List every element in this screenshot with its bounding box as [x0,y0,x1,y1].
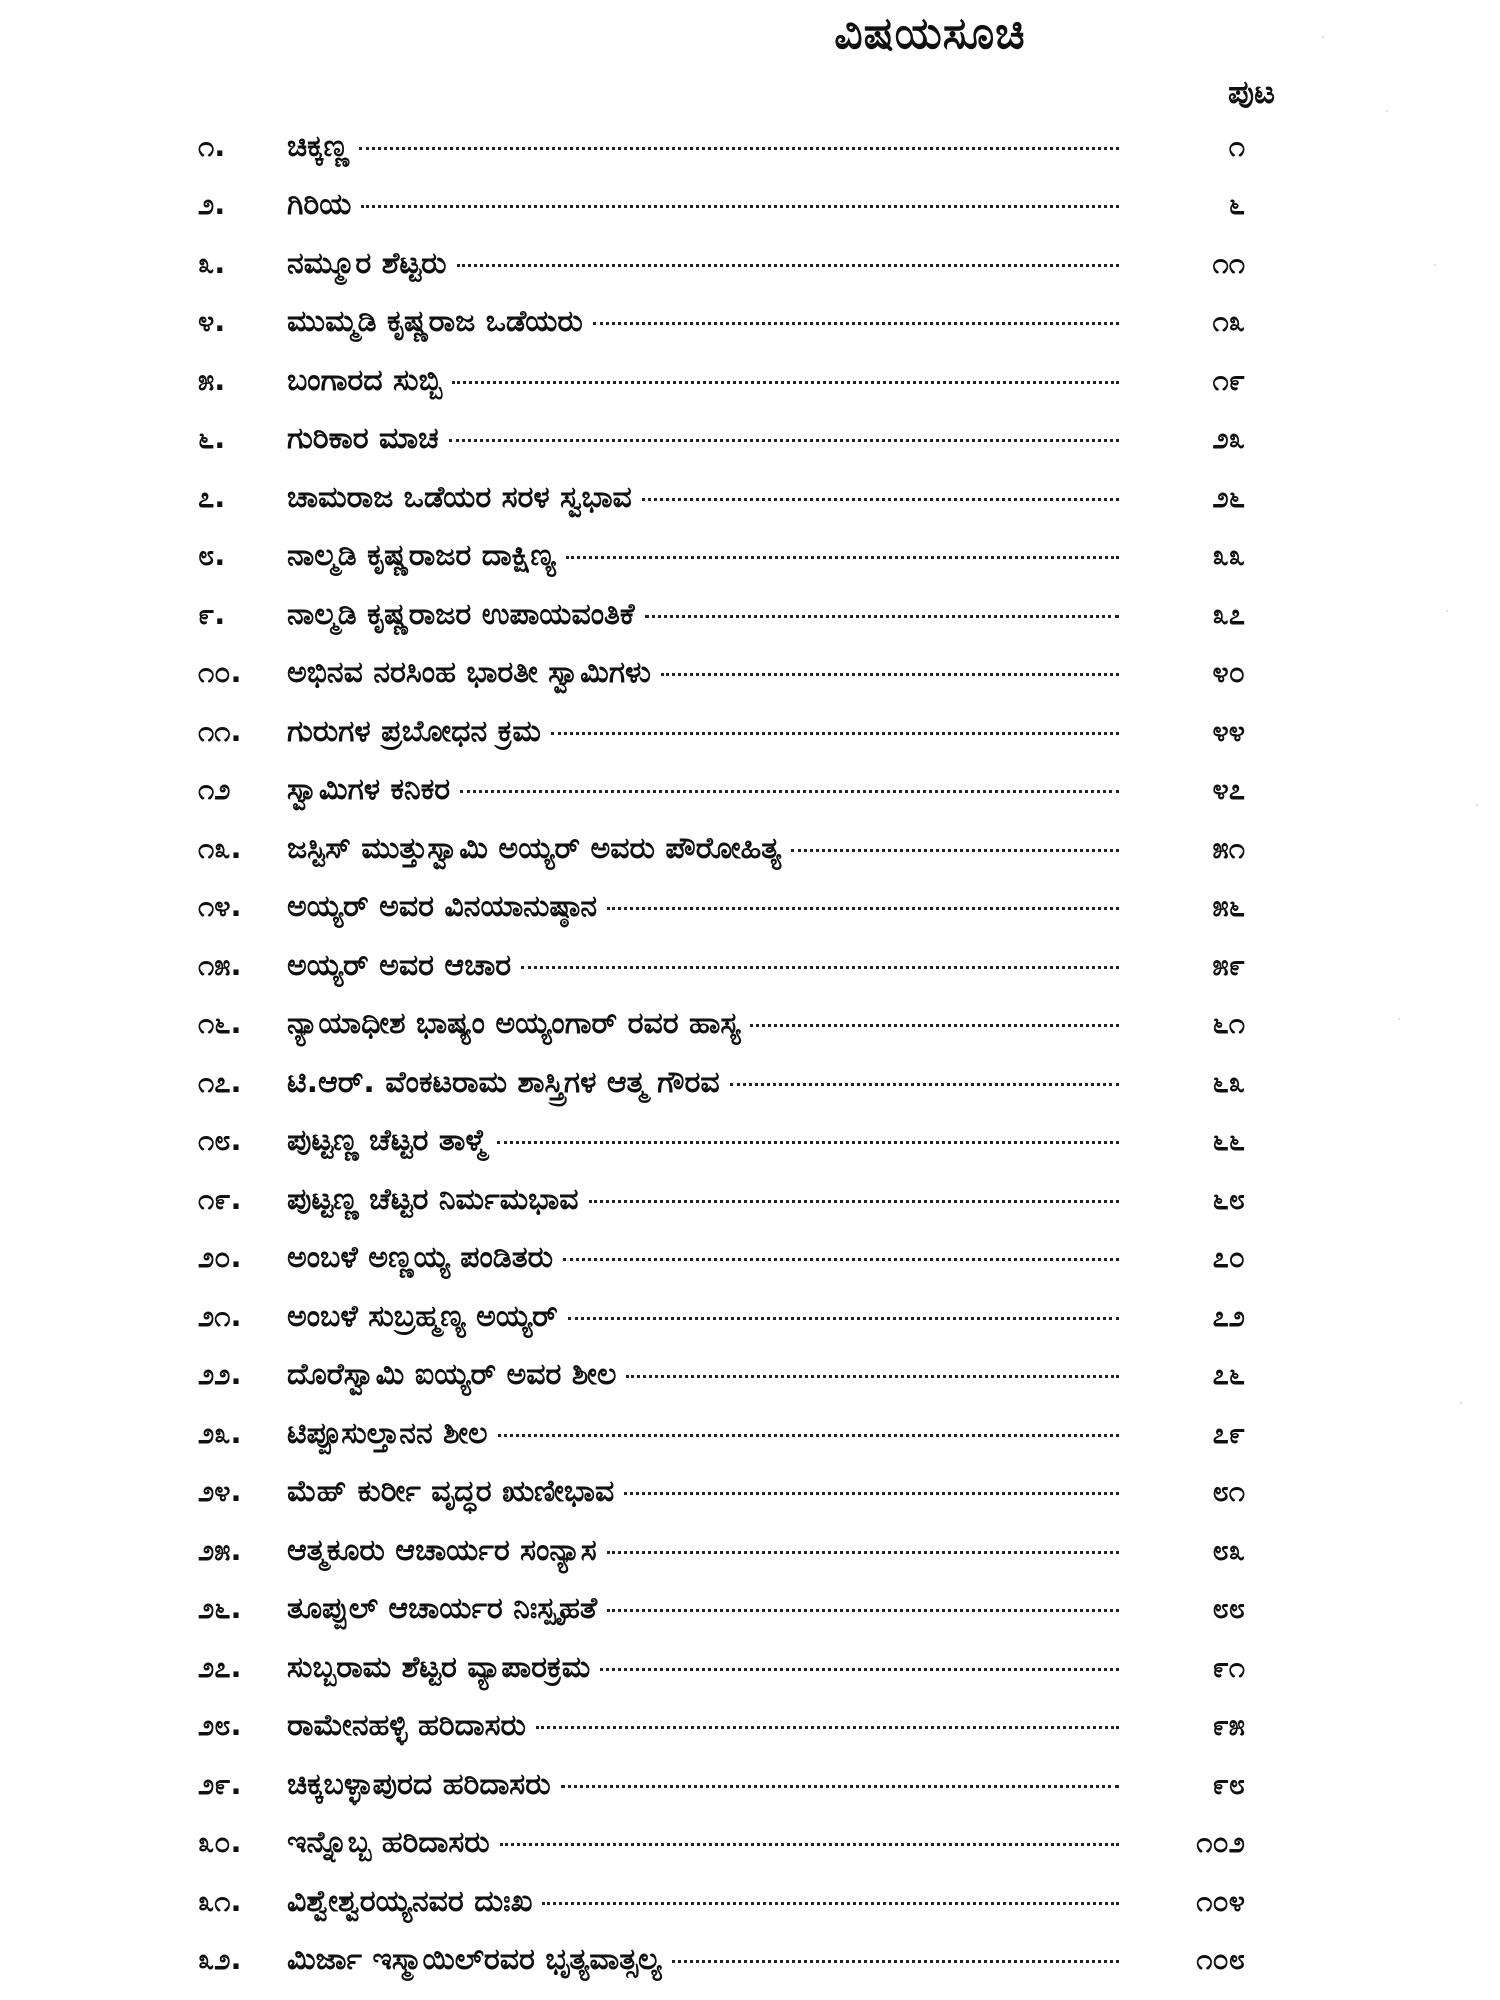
entry-page-number: ೬೬ [1212,1123,1245,1158]
dot-leader [672,1960,1119,1963]
entry-number: ೩೨. [198,1942,242,1977]
entry-page-number: ೧೯ [1212,362,1245,397]
entry-title-with-leader [287,1533,1119,1568]
entry-title-with-leader [287,1474,1119,1509]
dot-leader [730,1083,1119,1086]
entry-title-with-leader [287,187,1119,222]
entry-title: ಗುರುಗಳ ಪ್ರಬೋಧನ ಕ್ರಮ [287,713,541,749]
dot-leader [566,556,1119,559]
entry-title: ನಮ್ಮೂರ ಶೆಟ್ಟರು [287,245,447,281]
toc-entry [0,1170,1500,1229]
dot-leader [361,205,1119,208]
entry-number: ೨೭. [198,1649,242,1684]
entry-title: ಚಿಕ್ಕಬಳ್ಳಾಪುರದ ಹರಿದಾಸರು [287,1766,551,1802]
toc-entry [0,1346,1500,1405]
dot-leader [600,1668,1119,1671]
entry-title-with-leader [287,1065,1119,1100]
entry-title: ಟಿ.ಆರ್. ವೆಂಕಟರಾಮ ಶಾಸ್ತ್ರಿಗಳ ಆತ್ಮ ಗೌರವ [287,1064,720,1100]
entry-number: ೧೭. [198,1064,242,1099]
toc-entry [0,234,1500,293]
entry-page-number: ೯೮ [1212,1766,1245,1801]
toc-entry [0,1580,1500,1639]
toc-entry [0,1638,1500,1697]
toc-entry [0,351,1500,410]
entry-number: ೧೮. [198,1123,242,1158]
entry-page-number: ೪೪ [1212,713,1245,748]
entry-title: ಸ್ವಾಮಿಗಳ ಕನಿಕರ [287,772,451,808]
dot-leader [791,849,1119,852]
entry-number: ೧೫. [198,947,242,982]
entry-title: ಪುಟ್ಟಣ್ಣ ಚೆಟ್ಟರ ತಾಳ್ಮೆ [287,1123,487,1159]
dot-leader [563,1258,1119,1261]
toc-entry [0,1931,1500,1990]
entry-page-number: ೧೩ [1212,304,1245,339]
toc-entry [0,761,1500,820]
entry-title: ಟಿಪ್ಪೂಸುಲ್ತಾನನ ಶೀಲ [287,1415,488,1451]
entry-page-number: ೧೧ [1212,245,1245,280]
dot-leader [536,1726,1119,1729]
entry-number: ೨೫. [198,1532,242,1567]
entry-number: ೯. [198,596,226,631]
entry-title: ನ್ಯಾಯಾಧೀಶ ಭಾಷ್ಯಂ ಅಯ್ಯಂಗಾರ್ ರವರ ಹಾಸ್ಯ [287,1006,741,1042]
entry-page-number: ೪೭ [1212,772,1245,807]
entry-page-number: ೯೧ [1212,1649,1245,1684]
page-column-heading: ಪುಟ [1228,73,1275,111]
paper-speck [1476,804,1478,806]
entry-title-with-leader [287,1767,1119,1802]
entry-page-number: ೩೭ [1212,596,1245,631]
toc-entry [0,1814,1500,1873]
entry-title-with-leader [287,1299,1119,1334]
dot-leader [661,673,1119,676]
toc-entry [0,585,1500,644]
entry-title-with-leader [287,831,1119,866]
entry-title: ಚಾಮರಾಜ ಒಡೆಯರ ಸರಳ ಸ್ವಭಾವ [287,479,632,515]
toc-entry [0,117,1500,176]
entry-page-number: ೨೩ [1212,421,1245,456]
entry-title-with-leader [287,1591,1119,1626]
toc-entry [0,644,1500,703]
dot-leader [607,907,1119,910]
entry-page-number: ೮೧ [1212,1474,1245,1509]
entry-page-number: ೩೩ [1212,538,1245,573]
dot-leader [449,439,1119,442]
dot-leader [542,1902,1119,1905]
toc-entry [0,1463,1500,1522]
entry-title-with-leader [287,480,1119,515]
entry-title-with-leader [287,129,1119,164]
toc-entry [0,176,1500,235]
entry-title: ರಾಮೇನಹಳ್ಳಿ ಹರಿದಾಸರು [287,1708,526,1744]
toc-entry [0,819,1500,878]
dot-leader [624,1492,1119,1495]
entry-title: ಮುಮ್ಮಡಿ ಕೃಷ್ಣರಾಜ ಒಡೆಯರು [287,304,583,340]
toc-entry [0,410,1500,469]
dot-leader [551,732,1119,735]
dot-leader [750,1024,1119,1027]
entry-page-number: ೭೦ [1212,1240,1245,1275]
toc-entry [0,995,1500,1054]
entry-title-with-leader [287,1942,1119,1977]
entry-number: ೧೬. [198,1006,242,1041]
entry-page-number: ೭೨ [1212,1298,1245,1333]
entry-title: ನಾಲ್ಮಡಿ ಕೃಷ್ಣರಾಜರ ಉಪಾಯವಂತಿಕೆ [287,596,635,632]
entry-title-with-leader [287,655,1119,690]
toc-entry [0,1229,1500,1288]
dot-leader [645,615,1119,618]
dot-leader [626,1375,1119,1378]
entry-page-number: ೨೬ [1212,479,1245,514]
dot-leader [589,1200,1120,1203]
entry-title-with-leader [287,538,1119,573]
entry-title: ಅಂಬಳೆ ಸುಬ್ರಹ್ಮಣ್ಯ ಅಯ್ಯರ್ [287,1298,558,1334]
entry-number: ೬. [198,421,226,456]
toc-entry [0,1112,1500,1171]
entry-title: ನಾಲ್ಮಡಿ ಕೃಷ್ಣರಾಜರ ದಾಕ್ಷಿಣ್ಯ [287,538,556,574]
entry-title: ಬಂಗಾರದ ಸುಬ್ಬಿ [287,362,443,398]
toc-entry [0,878,1500,937]
entry-page-number: ೧೦೪ [1196,1883,1245,1918]
entry-title: ಗುರಿಕಾರ ಮಾಚ [287,421,439,457]
entry-number: ೧೧. [198,713,242,748]
dot-leader [521,966,1119,969]
paper-speck [1446,610,1448,612]
toc-entry [0,1404,1500,1463]
entry-number: ೨೩. [198,1415,242,1450]
toc-entry [0,1697,1500,1756]
paper-speck [1434,264,1436,266]
entry-title-with-leader [287,714,1119,749]
entry-title: ಸುಬ್ಬರಾಮ ಶೆಟ್ಟರ ವ್ಯಾಪಾರಕ್ರಮ [287,1649,591,1685]
toc-entry [0,1755,1500,1814]
entry-title-with-leader [287,1884,1119,1919]
toc-entry [0,468,1500,527]
entry-number: ೧೦. [198,655,242,690]
dot-leader [568,1317,1119,1320]
entry-title-with-leader [287,1006,1119,1041]
entry-title: ಮೆಹ್ ಕುರ್ರೀ ವೃದ್ಧರ ಋಣೀಭಾವ [287,1474,615,1510]
entry-number: ೧೯. [198,1181,242,1216]
entry-title-with-leader [287,246,1119,281]
entry-title-with-leader [287,1240,1119,1275]
entry-title-with-leader [287,1650,1119,1685]
entry-title-with-leader [287,304,1119,339]
dot-leader [460,790,1119,793]
entry-number: ೮. [198,538,226,573]
toc-entry [0,702,1500,761]
entry-title: ಅಭಿನವ ನರಸಿಂಹ ಭಾರತೀ ಸ್ವಾಮಿಗಳು [287,655,651,691]
dot-leader [500,1843,1119,1846]
entry-number: ೧೩. [198,830,242,865]
dot-leader [607,1609,1119,1612]
entry-number: ೩. [198,245,226,280]
toc-entry [0,293,1500,352]
entry-number: ೭. [198,479,226,514]
dot-leader [359,147,1119,150]
entry-page-number: ೭೬ [1212,1357,1245,1392]
dot-leader [457,264,1119,267]
entry-page-number: ೧೦೨ [1196,1825,1245,1860]
entry-page-number: ೬ [1228,187,1245,222]
entry-title-with-leader [287,1182,1119,1217]
entry-title-with-leader [287,772,1119,807]
entry-title-with-leader [287,597,1119,632]
dot-leader [452,381,1119,384]
entry-page-number: ೮೮ [1212,1591,1245,1626]
entry-number: ೧. [198,128,226,163]
entry-title-with-leader [287,421,1119,456]
entry-title: ಅಯ್ಯರ್ ಅವರ ವಿನಯಾನುಷ್ಠಾನ [287,889,598,925]
entry-page-number: ೬೧ [1212,1006,1245,1041]
toc-entry [0,1521,1500,1580]
entry-title-with-leader [287,363,1119,398]
entry-title: ಜಸ್ಟಿಸ್ ಮುತ್ತುಸ್ವಾಮಿ ಅಯ್ಯರ್ ಅವರು ಪೌರೋಹಿತ್ಯ [287,830,782,866]
entry-title: ವಿಶ್ವೇಶ್ವರಯ್ಯನವರ ದುಃಖ [287,1883,533,1919]
entry-number: ೨೬. [198,1591,242,1626]
dot-leader [593,322,1119,325]
contents-list [0,117,1500,1989]
entry-page-number: ೪೦ [1212,655,1245,690]
entry-number: ೪. [198,304,226,339]
entry-title: ಇನ್ನೊಬ್ಬ ಹರಿದಾಸರು [287,1825,490,1861]
entry-title: ಗಿರಿಯ [287,187,352,223]
entry-page-number: ೯೫ [1212,1708,1245,1743]
entry-number: ೩೦. [198,1825,242,1860]
toc-entry [0,1872,1500,1931]
entry-number: ೫. [198,362,226,397]
paper-speck [1460,1402,1462,1404]
entry-number: ೨೨. [198,1357,242,1392]
toc-entry [0,1287,1500,1346]
entry-number: ೨೯. [198,1766,242,1801]
entry-number: ೨೪. [198,1474,242,1509]
page-title: ವಿಷಯಸೂಚಿ [834,8,1026,59]
entry-page-number: ೫೧ [1212,830,1245,865]
dot-leader [561,1785,1119,1788]
entry-number: ೨. [198,187,226,222]
entry-title: ದೊರೆಸ್ವಾಮಿ ಐಯ್ಯರ್ ಅವರ ಶೀಲ [287,1357,617,1393]
entry-title-with-leader [287,948,1119,983]
entry-page-number: ೮೩ [1212,1532,1245,1567]
entry-title-with-leader [287,889,1119,924]
entry-number: ೧೪. [198,889,242,924]
paper-speck [1398,1018,1400,1020]
entry-title-with-leader [287,1416,1119,1451]
entry-number: ೩೧. [198,1883,242,1918]
entry-title-with-leader [287,1357,1119,1392]
paper-speck [1322,36,1324,38]
entry-title: ಆತ್ಮಕೂರು ಆಚಾರ್ಯರ ಸಂನ್ಯಾಸ [287,1532,597,1568]
entry-page-number: ೭೯ [1212,1415,1245,1450]
entry-number: ೨೦. [198,1240,242,1275]
dot-leader [498,1434,1119,1437]
toc-entry [0,527,1500,586]
toc-entry [0,1053,1500,1112]
toc-entry [0,936,1500,995]
entry-number: ೨೧. [198,1298,242,1333]
paper-speck [1386,110,1388,112]
entry-title-with-leader [287,1123,1119,1158]
entry-title: ಚಿಕ್ಕಣ್ಣ [287,128,350,164]
entry-page-number: ೧೦೮ [1196,1942,1245,1977]
dot-leader [607,1551,1119,1554]
dot-leader [642,498,1119,501]
entry-title: ಪುಟ್ಟಣ್ಣ ಚೆಟ್ಟರ ನಿರ್ಮಮಭಾವ [287,1181,579,1217]
entry-title: ಅಂಬಳೆ ಅಣ್ಣಯ್ಯ ಪಂಡಿತರು [287,1240,554,1276]
entry-page-number: ೫೯ [1212,947,1245,982]
entry-number: ೧೨ [198,772,231,807]
entry-title: ಅಯ್ಯರ್ ಅವರ ಆಚಾರ [287,947,512,983]
entry-title: ಮಿರ್ಜಾ ಇಸ್ಮಾಯಿಲ್‌ರವರ ಭೃತ್ಯವಾತ್ಸಲ್ಯ [287,1942,662,1978]
entry-title-with-leader [287,1825,1119,1860]
entry-title: ತೂಪ್ಪುಲ್ ಆಚಾರ್ಯರ ನಿಃಸ್ಪೃಹತೆ [287,1591,598,1627]
dot-leader [497,1141,1119,1144]
entry-number: ೨೮. [198,1708,242,1743]
entry-page-number: ೬೮ [1212,1181,1245,1216]
entry-page-number: ೫೬ [1212,889,1245,924]
entry-page-number: ೧ [1228,128,1245,163]
entry-page-number: ೬೩ [1212,1064,1245,1099]
entry-title-with-leader [287,1708,1119,1743]
